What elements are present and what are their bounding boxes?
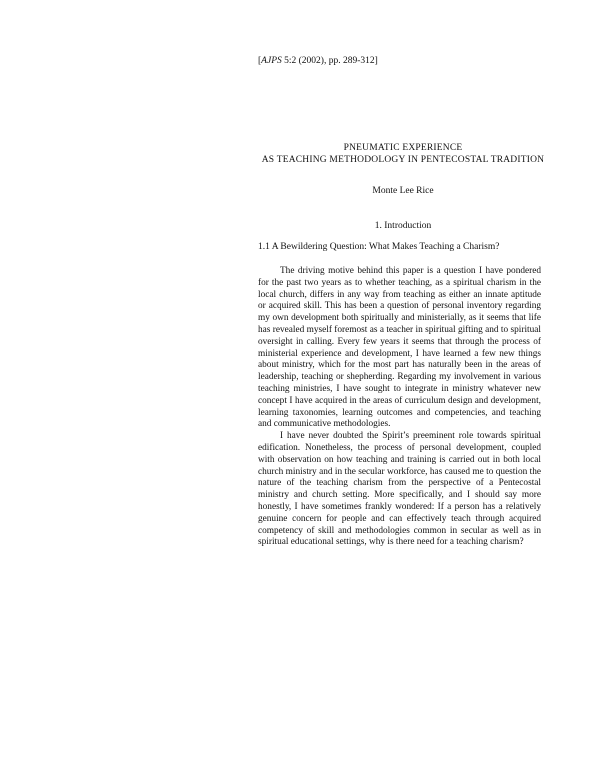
journal-citation [258, 56, 378, 66]
body-paragraph-2: I have never doubted the Spirit’s preeminent role towards spiritual edification. Nonetheless, the process of personal development, coupled with observation on how teaching and training is carried out in both local church ministry and in the secular workforce, has caused me to question the nature of the teaching charism from the perspective of a Pentecostal ministry and church setting. More specifically, and I should say more honestly, I have sometimes frankly wondered: If a person has a relatively genuine concern for people and can effectively teach through acquired competency of skill and methodologies common in secular as well as in spiritual educational settings, why is there need for a teaching charism? [258, 431, 541, 548]
body-text [258, 266, 541, 549]
section-heading-introduction: 1. Introduction [374, 221, 432, 231]
author-name: Monte Lee Rice [372, 186, 434, 196]
body-paragraph-1: The driving motive behind this paper is a question I have pondered for the past two years as to whether teaching, as a spiritual charism in the local church, differs in any way from teaching as either an innate aptitude or acquired skill. This has been a question of personal inventory regarding my own development both spiritually and ministerially, as it seems that life has revealed myself foremost as a teacher in spiritual gifting and to spiritual oversight in calling. Every few years it seems that through the process of ministerial experience and development, I have learned a few new things about ministry, which for the most part has naturally been in the areas of leadership, teaching or shepherding. Regarding my involvement in various teaching ministries, I have sought to integrate in ministry whatever new concept I have acquired in the areas of curriculum design and development, learning taxonomies, learning outcomes and competencies, and teaching and communicative methodologies. [258, 266, 541, 430]
citation-open-bracket: [ [258, 56, 262, 66]
citation-volume-pages: 5:2 (2002), pp. 289-312] [281, 56, 378, 66]
subsection-heading: 1.1 A Bewildering Question: What Makes Teaching a Charism? [258, 242, 500, 252]
paper-title-line-2: AS TEACHING METHODOLOGY IN PENTECOSTAL TRADITION [261, 155, 545, 165]
paper-title-line-1: PNEUMATIC EXPERIENCE [343, 143, 463, 153]
paper-title [258, 142, 548, 166]
journal-abbreviation: AJPS [261, 56, 282, 66]
